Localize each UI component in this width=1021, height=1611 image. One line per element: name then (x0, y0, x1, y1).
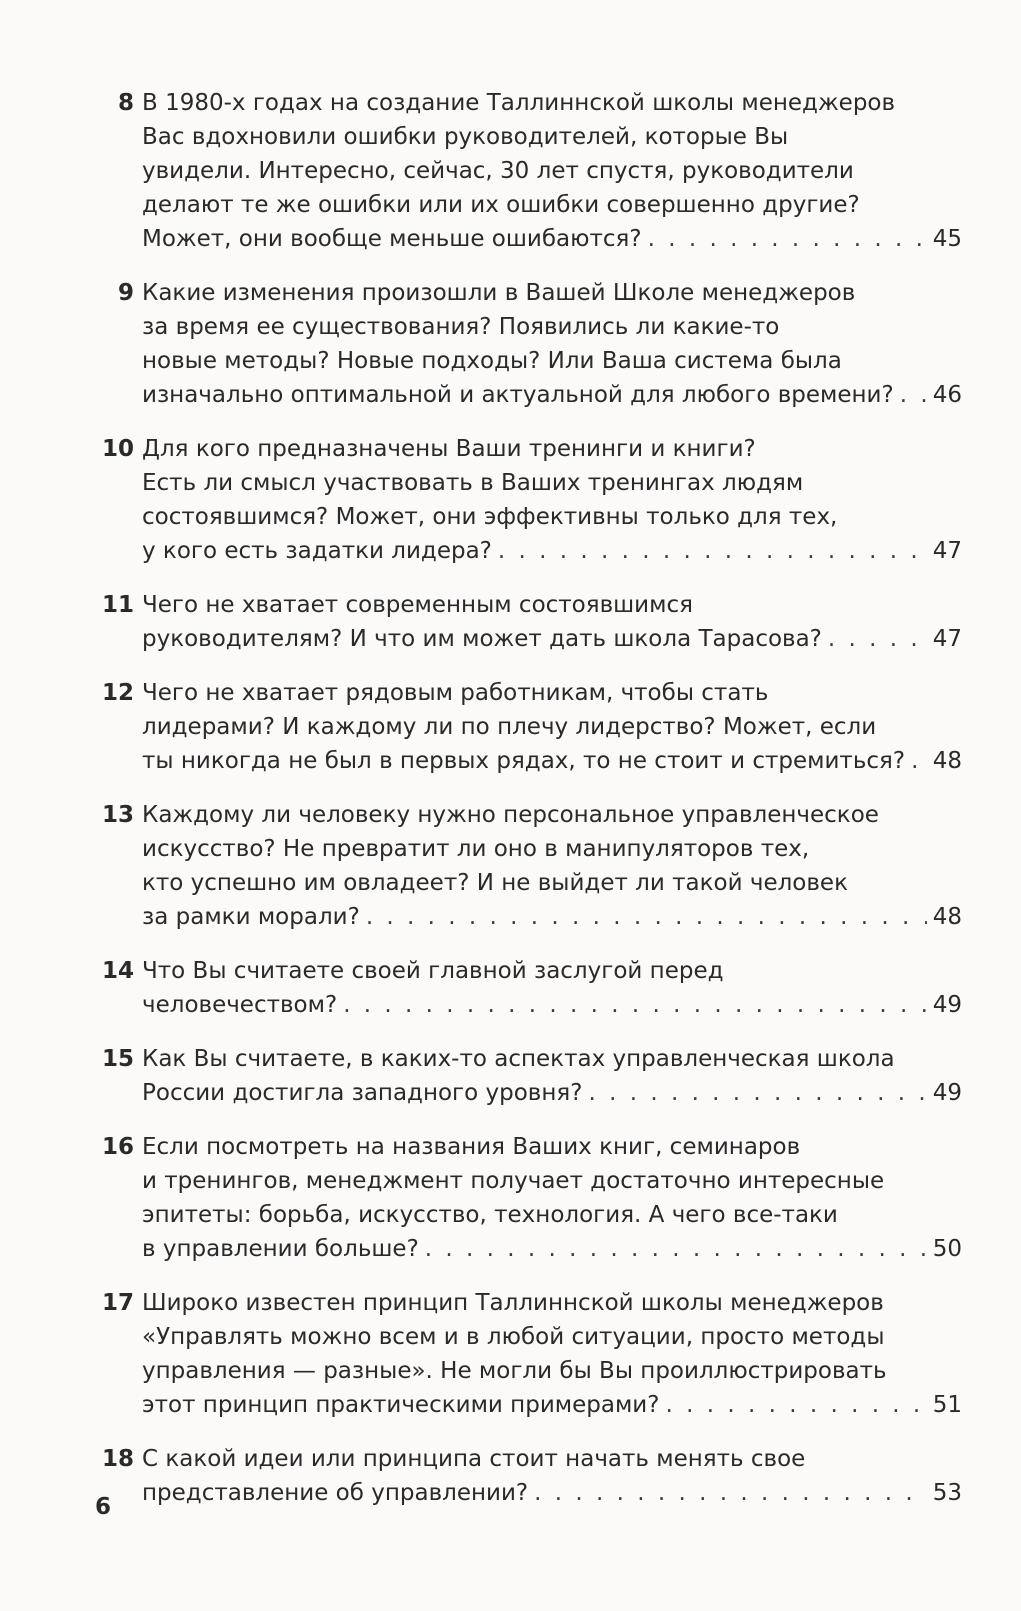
toc-entry (92, 86, 962, 256)
toc-entry-line: Что Вы считаете своей главной заслугой перед (142, 958, 724, 984)
toc-entry-line: Вас вдохновили ошибки руководителей, которые Вы (142, 124, 789, 150)
toc-entry-page: 51 (932, 1392, 962, 1418)
toc-entry-line: делают те же ошибки или их ошибки совершенно другие? (142, 192, 860, 218)
toc-entry-line: эпитеты: борьба, искусство, технология. А чего все-таки (142, 1202, 838, 1228)
toc-entry (92, 798, 962, 934)
toc-entry-line: Чего не хватает рядовым работникам, чтобы стать (142, 680, 769, 706)
dot-leader (911, 744, 927, 778)
dot-leader (588, 1076, 926, 1110)
toc-entry-line: за время ее существования? Появились ли какие-то (142, 314, 780, 340)
toc-entry-line: Если посмотреть на названия Ваших книг, семинаров (142, 1134, 801, 1160)
toc-entry-page: 48 (932, 904, 962, 930)
toc-entry-line: «Управлять можно всем и в любой ситуации, просто методы (142, 1324, 885, 1350)
toc-entry-line: в управлении больше? (142, 1236, 419, 1262)
toc-entry-page: 48 (932, 748, 962, 774)
toc-entry-number: 16 (101, 1134, 134, 1160)
toc-entry-number: 14 (101, 958, 134, 984)
toc-entry-line: искусство? Не превратит ли оно в манипуляторов тех, (142, 836, 810, 862)
page-number: 6 (95, 1494, 112, 1520)
toc-entry-line: С какой идеи или принципа стоит начать менять свое (142, 1446, 806, 1472)
toc-entry-number: 11 (101, 592, 134, 618)
toc-entry (92, 588, 962, 656)
toc-entry-line: Какие изменения произошли в Вашей Школе менеджеров (142, 280, 856, 306)
toc-entry-line: представление об управлении? (142, 1480, 529, 1506)
toc-entry-line: России достигла западного уровня? (142, 1080, 583, 1106)
toc-entry (92, 1442, 962, 1510)
toc-entry-number: 13 (101, 802, 134, 828)
dot-leader (665, 1388, 926, 1422)
toc-entry-line: Как Вы считаете, в каких-то аспектах управленческая школа (142, 1046, 895, 1072)
toc-entry-line: В 1980-х годах на создание Таллиннской школы менеджеров (142, 90, 896, 116)
toc-entry-number: 17 (101, 1290, 134, 1316)
toc-entry-line: состоявшимся? Может, они эффективны только для тех, (142, 504, 838, 530)
toc-entry (92, 1286, 962, 1422)
toc-entry-page: 46 (932, 382, 962, 408)
toc-entry-line: этот принцип практическими примерами? (142, 1392, 660, 1418)
toc-entry-line: Каждому ли человеку нужно персональное управленческое (142, 802, 879, 828)
toc-entry-line: Может, они вообще меньше ошибаются? (142, 226, 642, 252)
toc-entry-line: изначально оптимальной и актуальной для любого времени? (142, 382, 894, 408)
toc-entry-page: 53 (932, 1480, 962, 1506)
toc-entry-page: 47 (932, 626, 962, 652)
dot-leader (534, 1476, 927, 1510)
toc-entry-last-line (142, 744, 962, 778)
dot-leader (648, 222, 927, 256)
toc-entry-line: человечеством? (142, 992, 338, 1018)
toc-entry-line: увидели. Интересно, сейчас, 30 лет спустя, руководители (142, 158, 854, 184)
toc-entry-page: 45 (932, 226, 962, 252)
toc-entry-page: 47 (932, 538, 962, 564)
toc-entry (92, 1130, 962, 1266)
toc-entry (92, 954, 962, 1022)
toc-entry-line: Есть ли смысл участвовать в Ваших тренингах людям (142, 470, 804, 496)
toc-entry-line: руководителям? И что им может дать школа Тарасова? (142, 626, 822, 652)
dot-leader (366, 900, 927, 934)
toc-entry-line: новые методы? Новые подходы? Или Ваша система была (142, 348, 842, 374)
toc-entry (92, 1042, 962, 1110)
dot-leader (498, 534, 927, 568)
toc-entry-line: управления — разные». Не могли бы Вы проиллюстрировать (142, 1358, 887, 1384)
toc-entry-line: Широко известен принцип Таллиннской школы менеджеров (142, 1290, 884, 1316)
toc-entry-number: 10 (101, 436, 134, 462)
toc-entry-number: 9 (117, 280, 134, 306)
toc-entry-last-line (142, 222, 962, 256)
toc-entry (92, 276, 962, 412)
toc-entry-number: 18 (101, 1446, 134, 1472)
dot-leader (828, 622, 927, 656)
dot-leader (900, 378, 927, 412)
toc-entry-line: кто успешно им овладеет? И не выйдет ли такой человек (142, 870, 848, 896)
toc-entry-number: 12 (101, 680, 134, 706)
toc-entry-line: Чего не хватает современным состоявшимся (142, 592, 693, 618)
toc-entry-line: и тренингов, менеджмент получает достаточно интересные (142, 1168, 885, 1194)
dot-leader (343, 988, 927, 1022)
toc-entry-page: 50 (932, 1236, 962, 1262)
toc-entry (92, 432, 962, 568)
toc-entry-last-line (142, 1076, 962, 1110)
table-of-contents (92, 86, 962, 1530)
toc-entry-last-line (142, 1476, 962, 1510)
toc-entry-line: Для кого предназначены Ваши тренинги и книги? (142, 436, 756, 462)
toc-entry (92, 676, 962, 778)
toc-entry-last-line (142, 1388, 962, 1422)
toc-entry-number: 8 (117, 90, 134, 116)
toc-entry-line: за рамки морали? (142, 904, 360, 930)
toc-entry-page: 49 (932, 992, 962, 1018)
toc-entry-line: лидерами? И каждому ли по плечу лидерство? Может, если (142, 714, 877, 740)
toc-entry-last-line (142, 378, 962, 412)
toc-entry-line: у кого есть задатки лидера? (142, 538, 492, 564)
dot-leader (425, 1232, 927, 1266)
toc-entry-page: 49 (932, 1080, 962, 1106)
toc-entry-number: 15 (101, 1046, 134, 1072)
toc-entry-last-line (142, 622, 962, 656)
toc-entry-line: ты никогда не был в первых рядах, то не стоит и стремиться? (142, 748, 906, 774)
toc-entry-last-line (142, 1232, 962, 1266)
toc-entry-last-line (142, 534, 962, 568)
toc-entry-last-line (142, 988, 962, 1022)
toc-entry-last-line (142, 900, 962, 934)
